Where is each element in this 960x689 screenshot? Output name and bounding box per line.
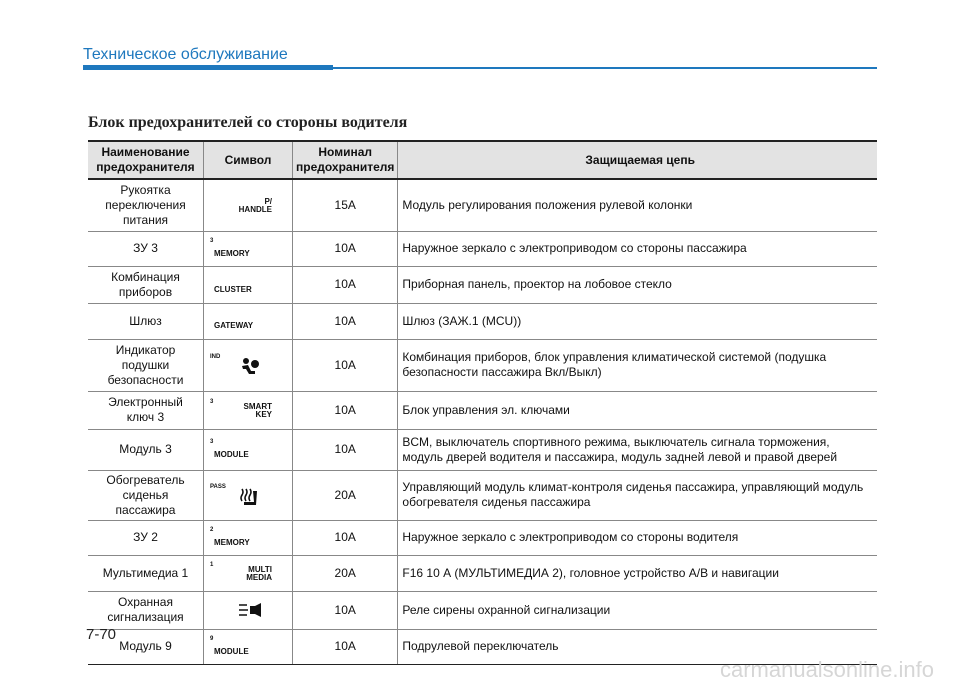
fuse-name-line: ключ 3 (126, 410, 165, 424)
fuse-name-line: Охранная (118, 595, 173, 609)
column-header-circuit (398, 141, 877, 179)
fuse-rating-cell (293, 429, 398, 470)
header-rule-thick (83, 65, 333, 70)
fuse-symbol-superscript: 3 (210, 237, 214, 244)
fuse-symbol-superscript: 9 (210, 635, 214, 642)
column-header-name (88, 141, 204, 179)
fuse-name-cell (88, 266, 204, 303)
fuse-symbol-label (232, 566, 272, 582)
alarm-horn-icon (238, 602, 264, 620)
section-title: Техническое обслуживание (83, 46, 288, 63)
fuse-circuit-cell (398, 391, 877, 429)
table-row (88, 591, 877, 629)
fuse-name-cell (88, 339, 204, 391)
fuse-symbol (208, 595, 288, 625)
fuse-symbol-cell (204, 591, 293, 629)
fuse-symbol (208, 435, 288, 465)
fuse-circuit-line: Наружное зеркало с электроприводом со стороны водителя (402, 530, 739, 544)
airbag-icon (238, 357, 260, 377)
table-row (88, 339, 877, 391)
fuse-rating-cell (293, 520, 398, 555)
fuse-symbol-superscript: 2 (210, 526, 214, 533)
fuse-symbol-label (232, 198, 272, 214)
fuse-symbol-label-line: MEMORY (214, 537, 250, 547)
fuse-symbol-label (214, 539, 250, 547)
table-row (88, 520, 877, 555)
fuse-rating: 10А (334, 639, 356, 653)
fuse-symbol-cell (204, 470, 293, 520)
fuse-name-line: Рукоятка (120, 182, 171, 197)
table-row (88, 391, 877, 429)
fuse-circuit-line: безопасности пассажира Вкл/Выкл) (402, 365, 602, 379)
fuse-circuit-cell (398, 303, 877, 339)
fuse-circuit-line: Шлюз (ЗАЖ.1 (MCU)) (402, 313, 522, 328)
fuse-circuit-line: Модуль регулирования положения рулевой колонки (402, 197, 693, 212)
fuse-name-line: ЗУ 2 (133, 530, 158, 544)
column-header-name-line: Наименование (101, 145, 190, 159)
fuse-symbol (208, 190, 288, 220)
fuse-rating: 15А (334, 197, 356, 212)
fuse-circuit-line: Управляющий модуль климат-контроля сиденья пассажира, управляющий модуль (402, 480, 864, 494)
fuse-name-line: сиденья пассажира (115, 487, 176, 517)
fuse-name-line: Мультимедиа 1 (102, 565, 189, 580)
fuse-name-line: Обогреватель (106, 472, 185, 487)
fuse-circuit-line: Блок управления эл. ключами (402, 402, 570, 417)
fuse-symbol (208, 395, 288, 425)
table-row (88, 179, 877, 231)
fuse-circuit-cell (398, 470, 877, 520)
fuse-name-line: питания (122, 212, 169, 227)
fuse-symbol-label (232, 403, 272, 419)
fuse-symbol-label-line: GATEWAY (214, 321, 254, 330)
table-header-row (88, 141, 877, 179)
fuse-rating: 10А (334, 402, 356, 417)
heated-seat-icon (238, 487, 258, 509)
fuse-symbol-label-line: KEY (255, 410, 272, 419)
column-header-rating-line: предохранителя (296, 160, 395, 174)
column-header-symbol-label: Символ (224, 152, 272, 167)
fuse-name-line: Индикатор (115, 342, 176, 357)
fuse-rating: 10А (334, 313, 356, 328)
fuse-symbol-cell (204, 520, 293, 555)
fuse-name-cell (88, 303, 204, 339)
fuse-name-cell (88, 391, 204, 429)
column-header-rating (293, 141, 398, 179)
fuse-circuit-cell (398, 266, 877, 303)
fuse-circuit-line: обогревателя сиденья пассажира (402, 495, 591, 509)
fuse-symbol-superscript: 3 (210, 399, 214, 405)
fuse-symbol-label (214, 451, 249, 459)
fuse-symbol-label (214, 250, 250, 258)
fuse-symbol-superscript: 1 (210, 562, 214, 568)
fuse-symbol-label (214, 648, 249, 656)
fuse-symbol-label-line: MEDIA (246, 573, 272, 582)
fuse-rating-cell (293, 555, 398, 591)
fuse-circuit-line: модуль дверей водителя и пассажира, модуль задней левой и правой дверей (402, 449, 838, 464)
fuse-rating-cell (293, 591, 398, 629)
fuse-name-line: приборов (118, 284, 173, 299)
fuse-circuit-line: F16 10 А (МУЛЬТИМЕДИА 2), головное устройство A/B и навигации (402, 565, 779, 580)
fuse-symbol-superscript: 3 (210, 438, 214, 445)
fuse-circuit-cell (398, 591, 877, 629)
fuse-symbol-label-line: P/ (264, 197, 272, 207)
fuse-rating: 10А (334, 277, 356, 291)
fuse-rating-cell (293, 391, 398, 429)
fuse-circuit-line: Комбинация приборов, блок управления климатической системой (подушка (402, 350, 827, 364)
fuse-table-body (88, 179, 877, 664)
fuse-rating: 20А (334, 565, 356, 580)
fuse-rating: 10А (334, 602, 356, 617)
fuse-name-line: Модуль 9 (119, 639, 172, 653)
fuse-circuit-cell (398, 179, 877, 231)
fuse-symbol-cell (204, 555, 293, 591)
fuse-name-line: переключения (105, 197, 186, 212)
fuse-circuit-line: BCM, выключатель спортивного режима, выключатель сигнала торможения, (402, 434, 830, 449)
fuse-rating: 20А (334, 487, 356, 502)
fuse-name-cell (88, 555, 204, 591)
fuse-circuit-line: Приборная панель, проектор на лобовое стекло (402, 277, 672, 291)
fuse-rating-cell (293, 339, 398, 391)
fuse-symbol-cell (204, 179, 293, 231)
fuse-symbol-label-line: HANDLE (238, 205, 272, 215)
header-rule-thin (333, 67, 877, 69)
fuse-symbol-label-line: CLUSTER (214, 284, 252, 294)
fuse-symbol-label-line: SMART (243, 402, 272, 411)
fuse-circuit-cell (398, 520, 877, 555)
fuse-name-line: Комбинация (111, 269, 180, 284)
fuse-symbol-cell (204, 629, 293, 664)
fuse-symbol-label (214, 322, 253, 330)
page-number: 7-70 (86, 626, 117, 643)
fuse-rating: 10А (334, 357, 356, 372)
fuse-symbol-label-line: MODULE (214, 449, 249, 459)
fuse-circuit-cell (398, 339, 877, 391)
fuse-symbol-cell (204, 339, 293, 391)
fuse-symbol-superscript: IND (210, 354, 221, 360)
fuse-symbol (208, 523, 288, 553)
column-header-circuit-label: Защищаемая цепь (585, 152, 695, 167)
fuse-symbol (208, 270, 288, 300)
fuse-rating-cell (293, 266, 398, 303)
column-header-name-line: предохранителя (96, 160, 195, 174)
fuse-rating-cell (293, 231, 398, 266)
fuse-name-line: Модуль 3 (119, 442, 172, 456)
fuse-symbol-cell (204, 231, 293, 266)
column-header-symbol (204, 141, 293, 179)
fuse-symbol (208, 306, 288, 336)
fuse-circuit-line: Подрулевой переключатель (402, 639, 559, 653)
fuse-symbol-label-line: MULTI (248, 565, 272, 574)
fuse-symbol (208, 234, 288, 264)
fuse-name-cell (88, 179, 204, 231)
fuse-rating-cell (293, 303, 398, 339)
table-row (88, 555, 877, 591)
fuse-circuit-line: Наружное зеркало с электроприводом со стороны пассажира (402, 241, 747, 255)
fuse-rating: 10А (334, 442, 356, 456)
fuse-symbol-cell (204, 266, 293, 303)
fuse-circuit-cell (398, 429, 877, 470)
fuse-table (88, 140, 877, 665)
fuse-symbol (208, 350, 288, 380)
fuse-symbol (208, 480, 288, 510)
page-heading: Блок предохранителей со стороны водителя (88, 114, 408, 131)
fuse-name-line: сигнализация (107, 610, 184, 624)
fuse-symbol-label-line: MODULE (214, 646, 249, 656)
fuse-name-line: ЗУ 3 (133, 241, 158, 255)
fuse-name-line: Шлюз (129, 313, 162, 328)
fuse-circuit-line: Реле сирены охранной сигнализации (402, 602, 611, 617)
fuse-name-cell (88, 429, 204, 470)
table-row (88, 470, 877, 520)
fuse-symbol (208, 558, 288, 588)
fuse-rating-cell (293, 470, 398, 520)
table-row (88, 231, 877, 266)
fuse-name-line: подушки (121, 357, 170, 372)
fuse-rating-cell (293, 629, 398, 664)
fuse-circuit-cell (398, 231, 877, 266)
column-header-rating-line: Номинал (318, 145, 373, 159)
fuse-rating-cell (293, 179, 398, 231)
fuse-rating: 10А (334, 530, 356, 544)
fuse-symbol-cell (204, 303, 293, 339)
fuse-name-cell (88, 470, 204, 520)
table-row (88, 429, 877, 470)
fuse-symbol-cell (204, 391, 293, 429)
table-row (88, 266, 877, 303)
fuse-rating: 10А (334, 241, 356, 255)
fuse-circuit-cell (398, 555, 877, 591)
fuse-name-line: Электронный (108, 395, 183, 409)
fuse-symbol-label (214, 286, 252, 294)
fuse-symbol-superscript: PASS (210, 484, 226, 490)
fuse-name-cell (88, 591, 204, 629)
fuse-name-cell (88, 231, 204, 266)
fuse-name-cell (88, 520, 204, 555)
table-row (88, 303, 877, 339)
fuse-name-line: безопасности (107, 372, 184, 387)
fuse-symbol (208, 632, 288, 662)
fuse-symbol-label-line: MEMORY (214, 248, 250, 258)
fuse-symbol-cell (204, 429, 293, 470)
watermark: carmanualsonline.info (719, 657, 934, 682)
